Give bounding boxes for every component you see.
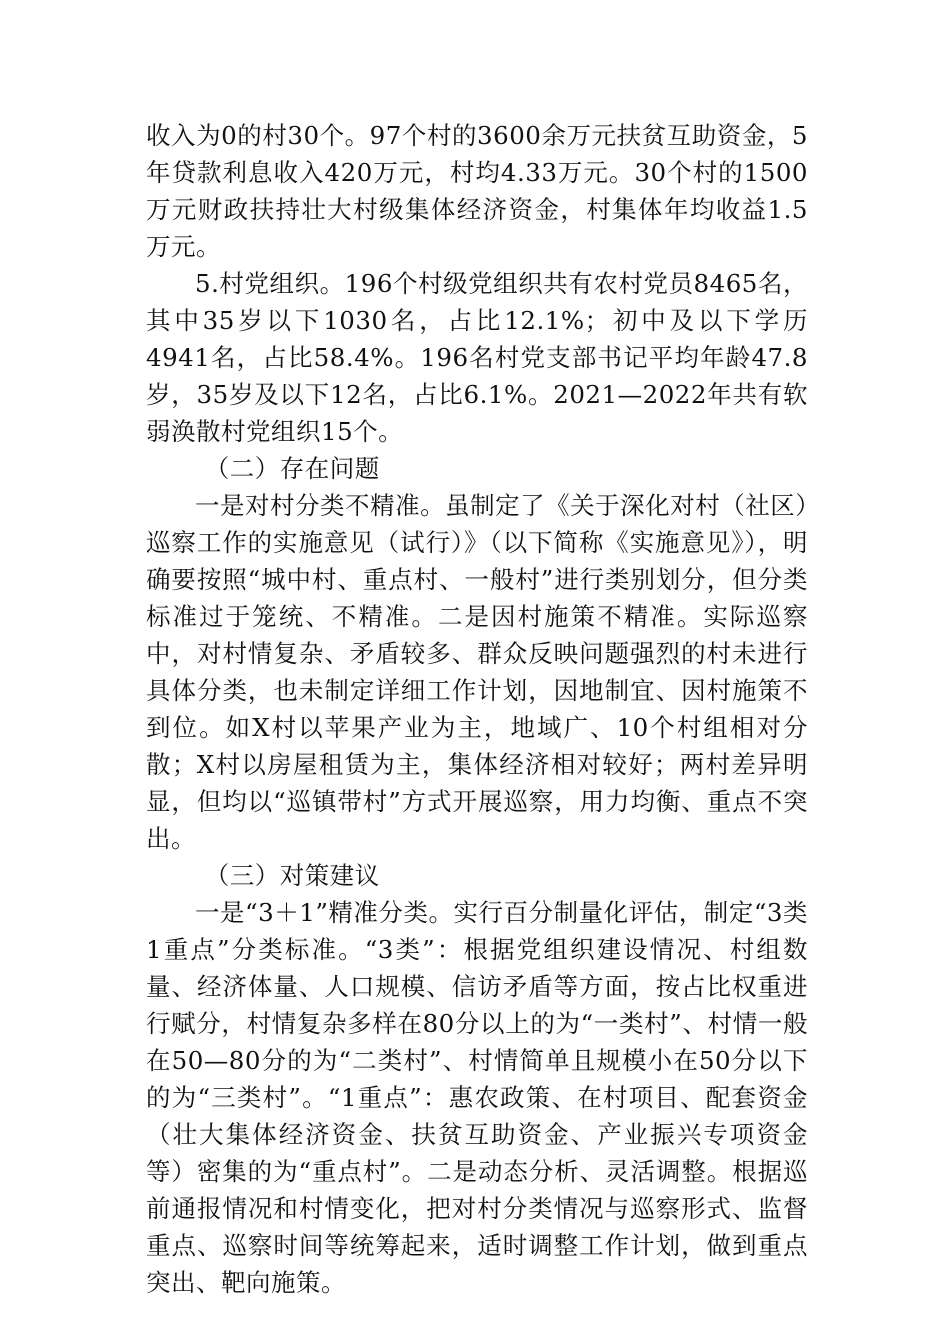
section-heading-countermeasures: （三）对策建议: [204, 861, 380, 890]
section-heading-existing-problems: （二）存在问题: [204, 454, 380, 483]
paragraph-countermeasures: 一是“3＋1”精准分类。实行百分制量化评估，制定“3类1重点”分类标准。“3类”：根据党组织建设情况、村组数量、经济体量、人口规模、信访矛盾等方面，按占比权重进行赋分，村情复杂多样在80分以上的为“一类村”、村情一般在50—80分的为“二类村”、村情简单且规模小在50分以下的为“三类村”。“1重点”：惠农政策、在村项目、配套资金（壮大集体经济资金、扶贫互助资金、产业振兴专项资金等）密集的为“重点村”。二是动态分析、灵活调整。根据巡前通报情况和村情变化，把对村分类情况与巡察形式、监督重点、巡察时间等统筹起来，适时调整工作计划，做到重点突出、靶向施策。: [146, 898, 808, 1297]
paragraph-village-party-organization: 5.村党组织。196个村级党组织共有农村党员8465名，其中35岁以下1030名，占比12.1%；初中及以下学历4941名，占比58.4%。196名村党支部书记平均年龄47.8岁，35岁及以下12名，占比6.1%。2021—2022年共有软弱涣散村党组织15个。: [146, 269, 808, 446]
document-body: [146, 117, 808, 1301]
paragraph-income-continued: 收入为0的村30个。97个村的3600余万元扶贫互助资金，5年贷款利息收入420万元，村均4.33万元。30个村的1500万元财政扶持壮大村级集体经济资金，村集体年均收益1.5万元。: [146, 121, 808, 261]
paragraph-existing-problems: 一是对村分类不精准。虽制定了《关于深化对村（社区）巡察工作的实施意见（试行）》（以下简称《实施意见》），明确要按照“城中村、重点村、一般村”进行类别划分，但分类标准过于笼统、不精准。二是因村施策不精准。实际巡察中，对村情复杂、矛盾较多、群众反映问题强烈的村未进行具体分类，也未制定详细工作计划，因地制宜、因村施策不到位。如X村以苹果产业为主，地域广、10个村组相对分散；X村以房屋租赁为主，集体经济相对较好；两村差异明显，但均以“巡镇带村”方式开展巡察，用力均衡、重点不突出。: [146, 491, 808, 853]
